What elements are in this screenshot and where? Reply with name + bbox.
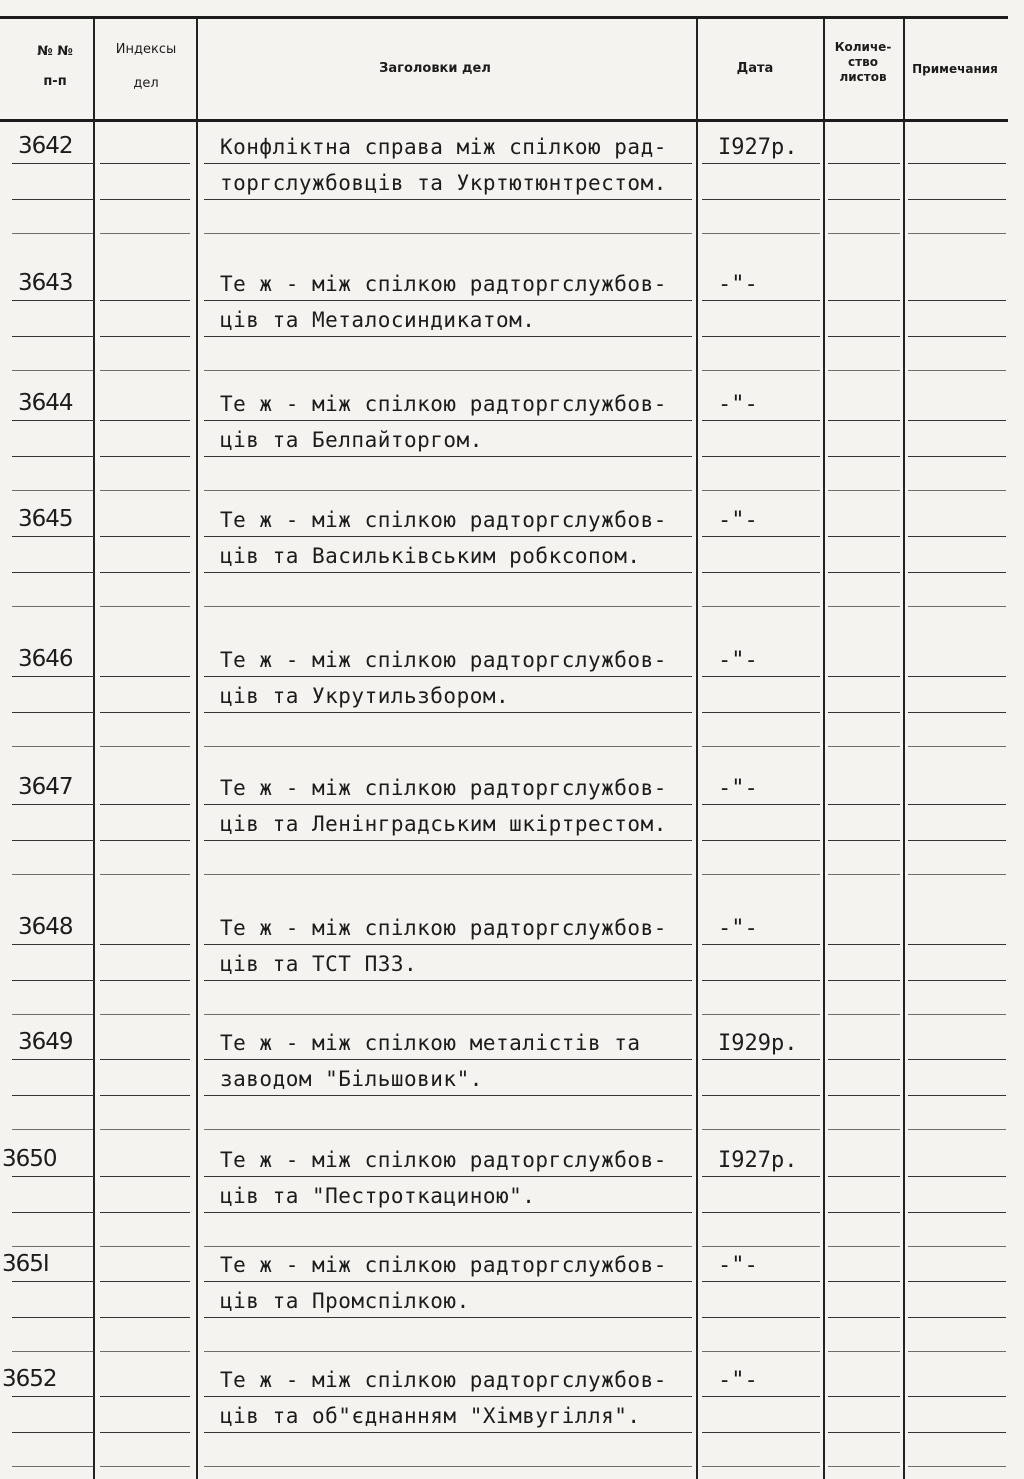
- ruled-line: [12, 676, 94, 677]
- row-date: -"-: [718, 1253, 758, 1278]
- ruled-line: [702, 840, 820, 841]
- ruled-line: [204, 370, 692, 371]
- ruled-line: [702, 944, 820, 945]
- ruled-line: [204, 1059, 692, 1060]
- ruled-line: [702, 1466, 820, 1467]
- ruled-line: [828, 1317, 900, 1318]
- row-title-line-1: Те ж - мiж спiлкою радторгслужбов-: [220, 508, 667, 532]
- ruled-line: [204, 676, 692, 677]
- ruled-line: [702, 874, 820, 875]
- ruled-line: [828, 1432, 900, 1433]
- ruled-line: [908, 370, 1006, 371]
- row-title-line-2: торгслужбовцiв та Укртютюнтрестом.: [220, 171, 667, 195]
- ruled-line: [204, 233, 692, 234]
- ruled-line: [204, 1317, 692, 1318]
- ruled-line: [204, 1281, 692, 1282]
- ruled-line: [12, 572, 94, 573]
- ruled-line: [12, 1281, 94, 1282]
- header-sheets: [825, 40, 901, 85]
- col-divider-4: [823, 19, 825, 1479]
- ruled-line: [100, 1176, 190, 1177]
- ruled-line: [908, 572, 1006, 573]
- ruled-line: [204, 490, 692, 491]
- ruled-line: [908, 944, 1006, 945]
- row-title-line-1: Конфлiктна справа мiж спiлкою рад-: [220, 135, 667, 159]
- ruled-line: [828, 1212, 900, 1213]
- ruled-line: [702, 712, 820, 713]
- ruled-line: [12, 1432, 94, 1433]
- ruled-line: [828, 980, 900, 981]
- ruled-line: [908, 1014, 1006, 1015]
- col-divider-5: [903, 19, 905, 1479]
- ruled-line: [204, 1129, 692, 1130]
- ruled-line: [204, 1014, 692, 1015]
- ruled-line: [100, 370, 190, 371]
- ruled-line: [908, 746, 1006, 747]
- header-sheets-3: листов: [839, 70, 887, 84]
- ruled-line: [908, 456, 1006, 457]
- ruled-line: [828, 336, 900, 337]
- row-date: -"-: [718, 392, 758, 417]
- row-date: -"-: [718, 776, 758, 801]
- ruled-line: [100, 1014, 190, 1015]
- ruled-line: [828, 1059, 900, 1060]
- ruled-line: [100, 1432, 190, 1433]
- ruled-line: [204, 1396, 692, 1397]
- ruled-line: [12, 804, 94, 805]
- ruled-line: [12, 536, 94, 537]
- ruled-line: [100, 980, 190, 981]
- ruled-line: [828, 606, 900, 607]
- ruled-line: [908, 1129, 1006, 1130]
- ruled-line: [100, 1212, 190, 1213]
- ruled-line: [828, 840, 900, 841]
- ruled-line: [12, 420, 94, 421]
- ruled-line: [204, 300, 692, 301]
- ruled-line: [100, 840, 190, 841]
- ruled-line: [908, 874, 1006, 875]
- ruled-line: [908, 1281, 1006, 1282]
- ruled-line: [702, 1212, 820, 1213]
- ruled-line: [100, 1396, 190, 1397]
- ruled-line: [100, 456, 190, 457]
- ruled-line: [12, 1396, 94, 1397]
- ruled-line: [828, 1466, 900, 1467]
- row-title-line-1: Те ж - мiж спiлкою радторгслужбов-: [220, 776, 667, 800]
- header-bottom-rule: [0, 119, 1008, 122]
- ruled-line: [12, 1059, 94, 1060]
- ruled-line: [100, 606, 190, 607]
- ruled-line: [204, 420, 692, 421]
- ruled-line: [12, 1129, 94, 1130]
- ruled-line: [828, 944, 900, 945]
- ruled-line: [702, 572, 820, 573]
- ruled-line: [12, 456, 94, 457]
- ruled-line: [828, 804, 900, 805]
- ruled-line: [828, 572, 900, 573]
- ruled-line: [100, 1317, 190, 1318]
- row-title-line-2: цiв та Белпайторгом.: [220, 428, 483, 452]
- ruled-line: [702, 490, 820, 491]
- ruled-line: [702, 980, 820, 981]
- ruled-line: [204, 874, 692, 875]
- ruled-line: [204, 1176, 692, 1177]
- row-date: -"-: [718, 916, 758, 941]
- ruled-line: [828, 370, 900, 371]
- ruled-line: [828, 1176, 900, 1177]
- row-number: 3645: [18, 506, 73, 532]
- ruled-line: [828, 233, 900, 234]
- ruled-line: [12, 1246, 94, 1247]
- ruled-line: [12, 1014, 94, 1015]
- ruled-line: [828, 536, 900, 537]
- ruled-line: [828, 163, 900, 164]
- ruled-line: [204, 980, 692, 981]
- row-number: 365I: [2, 1251, 49, 1277]
- ruled-line: [702, 1432, 820, 1433]
- row-title-line-2: цiв та ТСТ ПЗЗ.: [220, 952, 418, 976]
- ruled-line: [702, 199, 820, 200]
- row-title-line-1: Те ж - мiж спiлкою радторгслужбов-: [220, 1148, 667, 1172]
- row-date: -"-: [718, 272, 758, 297]
- ruled-line: [702, 370, 820, 371]
- ruled-line: [702, 336, 820, 337]
- ruled-line: [100, 536, 190, 537]
- ruled-line: [12, 336, 94, 337]
- header-sheets-2: ство: [848, 55, 878, 69]
- ruled-line: [908, 1095, 1006, 1096]
- ruled-line: [12, 370, 94, 371]
- row-number: 3642: [18, 133, 73, 159]
- ruled-line: [204, 1095, 692, 1096]
- ruled-line: [702, 804, 820, 805]
- ruled-line: [100, 336, 190, 337]
- row-title-line-1: Те ж - мiж спiлкою радторгслужбов-: [220, 1368, 667, 1392]
- ruled-line: [100, 163, 190, 164]
- ruled-line: [702, 300, 820, 301]
- header-num-sub: п-п: [43, 74, 67, 89]
- ruled-line: [702, 233, 820, 234]
- ruled-line: [204, 746, 692, 747]
- row-number: 3648: [18, 914, 73, 940]
- row-title-line-1: Те ж - мiж спiлкою радторгслужбов-: [220, 916, 667, 940]
- ruled-line: [100, 874, 190, 875]
- ruled-line: [12, 980, 94, 981]
- ruled-line: [908, 1432, 1006, 1433]
- ruled-line: [702, 456, 820, 457]
- ruled-line: [828, 712, 900, 713]
- row-title-line-1: Те ж - мiж спiлкою радторгслужбов-: [220, 272, 667, 296]
- ruled-line: [12, 1317, 94, 1318]
- ruled-line: [204, 1432, 692, 1433]
- ruled-line: [100, 944, 190, 945]
- ruled-line: [828, 1246, 900, 1247]
- ruled-line: [828, 1014, 900, 1015]
- row-date: -"-: [718, 648, 758, 673]
- ruled-line: [12, 712, 94, 713]
- row-title-line-1: Те ж - мiж спiлкою радторгслужбов-: [220, 1253, 667, 1277]
- ruled-line: [828, 199, 900, 200]
- ruled-line: [828, 456, 900, 457]
- ruled-line: [908, 233, 1006, 234]
- ruled-line: [908, 606, 1006, 607]
- ruled-line: [100, 1246, 190, 1247]
- ruled-line: [908, 1466, 1006, 1467]
- ruled-line: [908, 490, 1006, 491]
- col-divider-2: [196, 19, 198, 1479]
- row-title-line-2: цiв та Промспiлкою.: [220, 1289, 470, 1313]
- row-number: 3644: [18, 390, 73, 416]
- ruled-line: [100, 1466, 190, 1467]
- ruled-line: [908, 1176, 1006, 1177]
- ruled-line: [908, 1246, 1006, 1247]
- ruled-line: [702, 420, 820, 421]
- row-title-line-2: цiв та об"єднанням "Хiмвугiлля".: [220, 1404, 641, 1428]
- ruled-line: [12, 1466, 94, 1467]
- row-date: I929р.: [718, 1031, 798, 1056]
- col-divider-3: [696, 19, 698, 1479]
- ruled-line: [828, 1281, 900, 1282]
- ruled-line: [908, 336, 1006, 337]
- row-date: -"-: [718, 508, 758, 533]
- ruled-line: [100, 300, 190, 301]
- row-title-line-1: Те ж - мiж спiлкою радторгслужбов-: [220, 648, 667, 672]
- ruled-line: [100, 1129, 190, 1130]
- ruled-line: [12, 199, 94, 200]
- ruled-line: [100, 804, 190, 805]
- ruled-line: [702, 1396, 820, 1397]
- row-title-line-1: Те ж - мiж спiлкою металiстiв та: [220, 1031, 641, 1055]
- header-num-label: № №: [37, 44, 73, 59]
- row-date: I927р.: [718, 1148, 798, 1173]
- ruled-line: [908, 300, 1006, 301]
- ruled-line: [908, 676, 1006, 677]
- ruled-line: [100, 746, 190, 747]
- ruled-line: [908, 536, 1006, 537]
- ruled-line: [100, 1351, 190, 1352]
- ruled-line: [100, 1281, 190, 1282]
- header-sheets-1: Количе-: [834, 40, 892, 54]
- ruled-line: [828, 746, 900, 747]
- header-date: Дата: [736, 61, 774, 76]
- ruled-line: [204, 944, 692, 945]
- ruled-line: [908, 840, 1006, 841]
- ruled-line: [702, 676, 820, 677]
- row-title-line-2: заводом "Бiльшовик".: [220, 1067, 483, 1091]
- ruled-line: [908, 163, 1006, 164]
- ruled-line: [702, 1246, 820, 1247]
- row-date: I927р.: [718, 135, 798, 160]
- ruled-line: [12, 1176, 94, 1177]
- row-number: 3646: [18, 646, 73, 672]
- ruled-line: [204, 336, 692, 337]
- ruled-line: [908, 1317, 1006, 1318]
- ruled-line: [12, 874, 94, 875]
- ruled-line: [908, 1396, 1006, 1397]
- row-title-line-2: цiв та Васильківським робксопом.: [220, 544, 641, 568]
- header-title: Заголовки дел: [379, 61, 491, 76]
- row-number: 3649: [18, 1029, 73, 1055]
- ruled-line: [702, 746, 820, 747]
- row-title-line-1: Те ж - мiж спiлкою радторгслужбов-: [220, 392, 667, 416]
- ruled-line: [908, 980, 1006, 981]
- ruled-line: [702, 606, 820, 607]
- ruled-line: [204, 199, 692, 200]
- ruled-line: [12, 746, 94, 747]
- ruled-line: [12, 606, 94, 607]
- row-number: 3643: [18, 270, 73, 296]
- ruled-line: [12, 1095, 94, 1096]
- row-title-line-2: цiв та Укрутильзбором.: [220, 684, 510, 708]
- row-date: -"-: [718, 1368, 758, 1393]
- ruled-line: [828, 874, 900, 875]
- ruled-line: [908, 1212, 1006, 1213]
- row-number: 3652: [2, 1366, 57, 1392]
- ruled-line: [702, 1014, 820, 1015]
- ruled-line: [908, 804, 1006, 805]
- ruled-line: [702, 1317, 820, 1318]
- row-number: 3650: [2, 1146, 57, 1172]
- ruled-line: [702, 1095, 820, 1096]
- ruled-line: [204, 163, 692, 164]
- header-index-label: Индексы: [115, 42, 177, 57]
- ruled-line: [100, 676, 190, 677]
- col-divider-1: [93, 19, 95, 1479]
- ruled-line: [828, 1129, 900, 1130]
- ruled-line: [12, 840, 94, 841]
- header-notes: Примечания: [912, 62, 998, 76]
- ruled-line: [100, 233, 190, 234]
- ruled-line: [100, 1059, 190, 1060]
- ruled-line: [908, 1059, 1006, 1060]
- ruled-line: [702, 163, 820, 164]
- ruled-line: [204, 456, 692, 457]
- ruled-line: [204, 1351, 692, 1352]
- ruled-line: [12, 163, 94, 164]
- ruled-line: [204, 804, 692, 805]
- ruled-line: [702, 1281, 820, 1282]
- row-title-line-2: цiв та Ленiнградським шкiртрестом.: [220, 812, 667, 836]
- ruled-line: [12, 490, 94, 491]
- ruled-line: [828, 490, 900, 491]
- ruled-line: [702, 1129, 820, 1130]
- row-number: 3647: [18, 774, 73, 800]
- ruled-line: [204, 712, 692, 713]
- ruled-line: [908, 420, 1006, 421]
- ruled-line: [908, 199, 1006, 200]
- ruled-line: [702, 1351, 820, 1352]
- ruled-line: [702, 536, 820, 537]
- ruled-line: [12, 233, 94, 234]
- header-top-rule: [0, 16, 1008, 19]
- ruled-line: [204, 840, 692, 841]
- ruled-line: [12, 1212, 94, 1213]
- ruled-line: [12, 944, 94, 945]
- ruled-line: [828, 1351, 900, 1352]
- ruled-line: [100, 1095, 190, 1096]
- ruled-line: [204, 536, 692, 537]
- ruled-line: [100, 199, 190, 200]
- header-index-sub: дел: [133, 76, 159, 91]
- ruled-line: [204, 606, 692, 607]
- ruled-line: [204, 1212, 692, 1213]
- ruled-line: [100, 490, 190, 491]
- ruled-line: [100, 712, 190, 713]
- ruled-line: [702, 1059, 820, 1060]
- ruled-line: [100, 420, 190, 421]
- ruled-line: [12, 1351, 94, 1352]
- header-index: [98, 42, 194, 92]
- ruled-line: [908, 712, 1006, 713]
- ruled-line: [702, 1176, 820, 1177]
- ruled-line: [12, 300, 94, 301]
- ruled-line: [828, 420, 900, 421]
- ruled-line: [828, 1095, 900, 1096]
- header-num: [20, 44, 90, 90]
- row-title-line-2: цiв та Металосиндикатом.: [220, 308, 536, 332]
- ruled-line: [204, 1466, 692, 1467]
- ruled-line: [828, 1396, 900, 1397]
- ruled-line: [908, 1351, 1006, 1352]
- ruled-line: [828, 300, 900, 301]
- ruled-line: [204, 572, 692, 573]
- ruled-line: [828, 676, 900, 677]
- ruled-line: [100, 572, 190, 573]
- row-title-line-2: цiв та "Пестроткациною".: [220, 1184, 536, 1208]
